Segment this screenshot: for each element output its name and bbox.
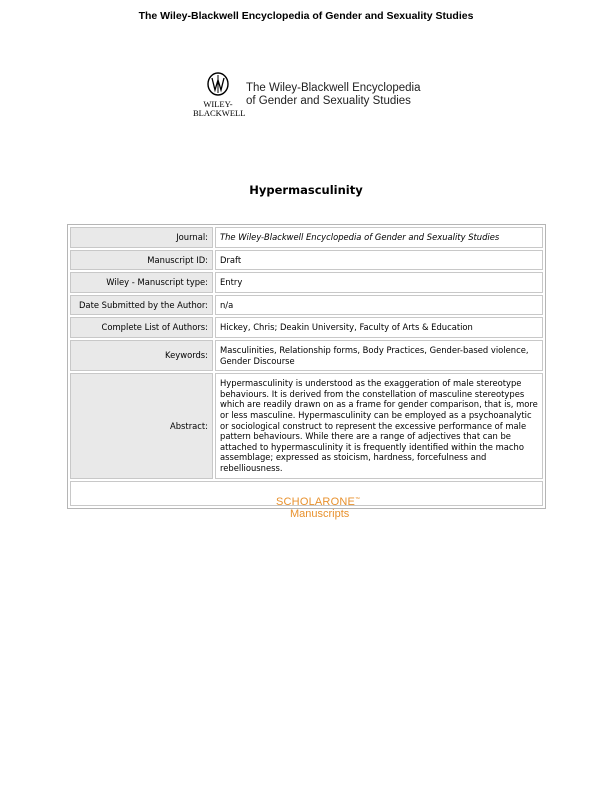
metadata-value: n/a: [215, 295, 543, 316]
metadata-row: [70, 317, 543, 338]
metadata-label: Keywords:: [70, 340, 213, 371]
running-header: The Wiley-Blackwell Encyclopedia of Gender and Sexuality Studies: [138, 10, 474, 22]
metadata-value: Masculinities, Relationship forms, Body Practices, Gender-based violence, Gender Discourse: [215, 340, 543, 371]
document-title: Hypermasculinity: [249, 183, 363, 197]
metadata-label: Abstract:: [70, 373, 213, 478]
abstract-text: Hypermasculinity is understood as the exaggeration of male stereotype behaviours. It is derived from the constellation of masculine stereotypes which are readily drawn on as a frame for gender comparison, that is, more or less masculine. Hypermasculinity can be employed as a psychoanalytic or sociological construct to represent the excessive performance of male pattern behaviours. While there are a range of adjectives that can be attached to hypermasculinity it is frequently identified within the macho assemblage; expressed as stoicism, hardness, forcefulness and rebelliousness.: [215, 373, 543, 478]
metadata-table: [67, 224, 546, 509]
metadata-row: [70, 373, 543, 478]
metadata-row: [70, 250, 543, 271]
logo-title: [246, 82, 420, 108]
logo-title-line-2: of Gender and Sexuality Studies: [246, 95, 411, 107]
metadata-row: [70, 340, 543, 371]
manuscripts-text: Manuscripts: [290, 508, 350, 520]
logo-title-line-1: The Wiley-Blackwell Encyclopedia: [246, 82, 421, 94]
publisher-line-2: BLACKWELL: [193, 108, 246, 118]
scholarone-wordmark: [276, 496, 396, 508]
metadata-row: [70, 272, 543, 293]
scholarone-logo: [276, 496, 396, 520]
metadata-label: Manuscript ID:: [70, 250, 213, 271]
metadata-value: Draft: [215, 250, 543, 271]
metadata-value: Entry: [215, 272, 543, 293]
metadata-label: Complete List of Authors:: [70, 317, 213, 338]
scholarone-text: SCHOLARONE: [276, 496, 356, 508]
metadata-row: [70, 227, 543, 248]
metadata-value: Hickey, Chris; Deakin University, Faculty of Arts & Education: [215, 317, 543, 338]
metadata-label: Date Submitted by the Author:: [70, 295, 213, 316]
publisher-logo: [193, 72, 453, 122]
metadata-value: The Wiley-Blackwell Encyclopedia of Gender and Sexuality Studies: [215, 227, 543, 248]
publisher-line-1: WILEY-: [203, 99, 233, 109]
metadata-row: [70, 295, 543, 316]
metadata-label: Journal:: [70, 227, 213, 248]
metadata-label: Wiley - Manuscript type:: [70, 272, 213, 293]
trademark-symbol: ™: [355, 496, 361, 503]
